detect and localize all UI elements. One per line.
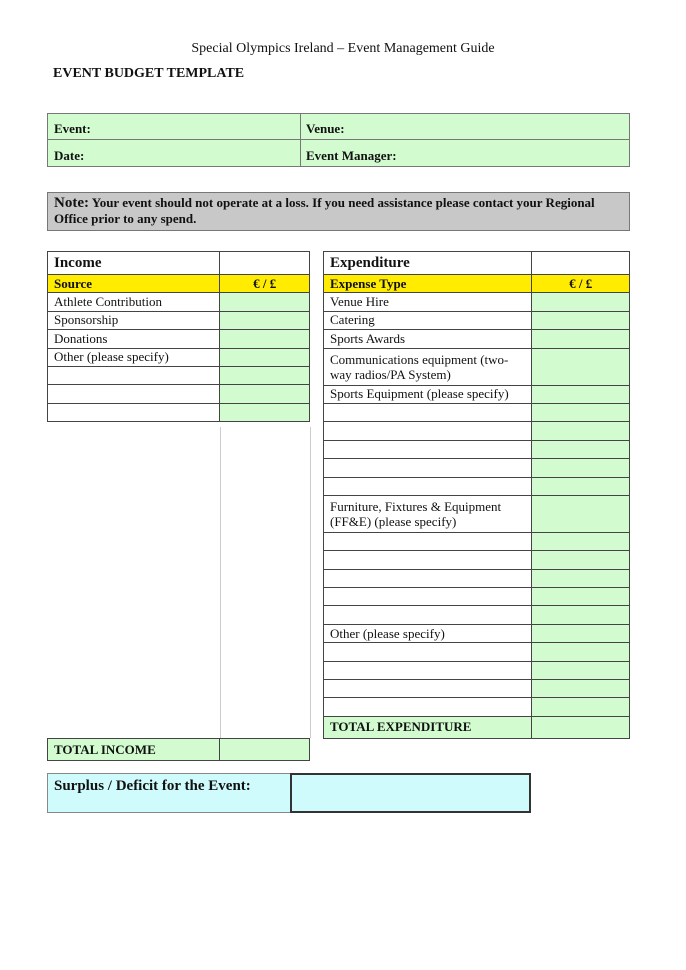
income-amount-input[interactable]: [220, 330, 310, 348]
income-amount-input[interactable]: [220, 293, 310, 311]
expense-type-input[interactable]: [324, 569, 532, 587]
income-amount-input[interactable]: [220, 366, 310, 384]
amount-column-header: € / £: [532, 275, 630, 293]
expense-amount-input[interactable]: [532, 311, 630, 329]
date-field[interactable]: Date:: [54, 148, 85, 163]
income-source-input[interactable]: [48, 403, 220, 421]
expense-amount-input[interactable]: [532, 293, 630, 311]
expense-amount-input[interactable]: [532, 459, 630, 477]
table-row: [324, 330, 630, 348]
table-row: [48, 293, 310, 311]
income-table: [47, 251, 310, 422]
income-source: Sponsorship: [48, 311, 220, 329]
expense-amount-input[interactable]: [532, 385, 630, 403]
event-field[interactable]: Event:: [54, 121, 91, 136]
event-info-table: [47, 113, 630, 167]
expense-type-input[interactable]: [324, 606, 532, 624]
expense-type-input[interactable]: [324, 588, 532, 606]
table-row: [324, 293, 630, 311]
expense-amount-input[interactable]: [532, 348, 630, 385]
table-row: [324, 698, 630, 716]
income-total-table: [47, 738, 310, 761]
table-row: [324, 440, 630, 458]
table-row: [324, 532, 630, 550]
expense-type-input[interactable]: [324, 698, 532, 716]
table-row: [48, 385, 310, 403]
income-source: Athlete Contribution: [48, 293, 220, 311]
empty-cell: [532, 252, 630, 275]
document-title: EVENT BUDGET TEMPLATE: [53, 66, 245, 81]
total-expenditure-value[interactable]: [532, 716, 630, 738]
table-row: [324, 680, 630, 698]
note-text: Your event should not operate at a loss. If you need assistance please contact your Regional Office prior to any spend.: [54, 195, 595, 226]
expense-type: Communications equipment (two-way radios/PA System): [324, 348, 532, 385]
income-heading: Income: [48, 252, 220, 275]
table-row: [324, 385, 630, 403]
expense-type: Furniture, Fixtures & Equipment (FF&E) (please specify): [324, 495, 532, 532]
table-row: [324, 422, 630, 440]
income-source-input[interactable]: [48, 385, 220, 403]
expense-type-input[interactable]: [324, 680, 532, 698]
expense-amount-input[interactable]: [532, 698, 630, 716]
venue-field[interactable]: Venue:: [306, 121, 345, 136]
table-row: [324, 459, 630, 477]
expense-type-input[interactable]: [324, 422, 532, 440]
table-row: [48, 366, 310, 384]
table-row: [324, 569, 630, 587]
table-row: [324, 624, 630, 642]
note-box: [47, 192, 630, 231]
income-empty-column: [220, 427, 311, 738]
expense-type-input[interactable]: [324, 477, 532, 495]
table-row: [324, 551, 630, 569]
expense-amount-input[interactable]: [532, 551, 630, 569]
expense-type: Venue Hire: [324, 293, 532, 311]
income-amount-input[interactable]: [220, 311, 310, 329]
table-row: [48, 311, 310, 329]
surplus-deficit-value[interactable]: [290, 773, 531, 813]
table-row: [324, 606, 630, 624]
income-source-input[interactable]: [48, 366, 220, 384]
expense-type-input[interactable]: [324, 440, 532, 458]
expense-amount-input[interactable]: [532, 606, 630, 624]
event-manager-field[interactable]: Event Manager:: [306, 148, 397, 163]
expense-type-input[interactable]: [324, 459, 532, 477]
table-row: [324, 643, 630, 661]
expenditure-heading: Expenditure: [324, 252, 532, 275]
expense-amount-input[interactable]: [532, 477, 630, 495]
table-row: [48, 348, 310, 366]
expense-amount-input[interactable]: [532, 440, 630, 458]
table-row: [324, 495, 630, 532]
expense-amount-input[interactable]: [532, 569, 630, 587]
total-income-label: TOTAL INCOME: [48, 739, 220, 761]
expense-type-input[interactable]: [324, 532, 532, 550]
expense-type-input[interactable]: [324, 643, 532, 661]
amount-column-header: € / £: [220, 275, 310, 293]
income-amount-input[interactable]: [220, 385, 310, 403]
expense-type-column-header: Expense Type: [324, 275, 532, 293]
expense-amount-input[interactable]: [532, 422, 630, 440]
surplus-deficit-label: Surplus / Deficit for the Event:: [54, 778, 251, 794]
table-row: [324, 477, 630, 495]
note-lead: Note:: [54, 195, 89, 211]
expense-type-input[interactable]: [324, 551, 532, 569]
table-row: [48, 403, 310, 421]
expense-amount-input[interactable]: [532, 495, 630, 532]
expense-amount-input[interactable]: [532, 643, 630, 661]
income-source: Other (please specify): [48, 348, 220, 366]
table-row: [324, 588, 630, 606]
page-header: Special Olympics Ireland – Event Management Guide: [191, 41, 495, 56]
table-row: [48, 330, 310, 348]
expense-type: Sports Equipment (please specify): [324, 385, 532, 403]
expense-amount-input[interactable]: [532, 661, 630, 679]
income-amount-input[interactable]: [220, 403, 310, 421]
total-income-value[interactable]: [220, 739, 310, 761]
income-source: Donations: [48, 330, 220, 348]
expense-amount-input[interactable]: [532, 680, 630, 698]
income-amount-input[interactable]: [220, 348, 310, 366]
total-expenditure-label: TOTAL EXPENDITURE: [324, 716, 532, 738]
expense-type: Catering: [324, 311, 532, 329]
expense-type-input[interactable]: [324, 661, 532, 679]
table-row: [324, 403, 630, 421]
expense-amount-input[interactable]: [532, 532, 630, 550]
expense-type: Sports Awards: [324, 330, 532, 348]
expense-amount-input[interactable]: [532, 330, 630, 348]
expense-amount-input[interactable]: [532, 624, 630, 642]
divider: [48, 139, 629, 140]
source-column-header: Source: [48, 275, 220, 293]
expenditure-table: [323, 251, 630, 739]
expense-type: Other (please specify): [324, 624, 532, 642]
expense-amount-input[interactable]: [532, 403, 630, 421]
table-row: [324, 661, 630, 679]
table-row: [324, 348, 630, 385]
empty-cell: [220, 252, 310, 275]
surplus-deficit-box: [47, 773, 531, 813]
table-row: [324, 311, 630, 329]
expense-type-input[interactable]: [324, 403, 532, 421]
expense-amount-input[interactable]: [532, 588, 630, 606]
